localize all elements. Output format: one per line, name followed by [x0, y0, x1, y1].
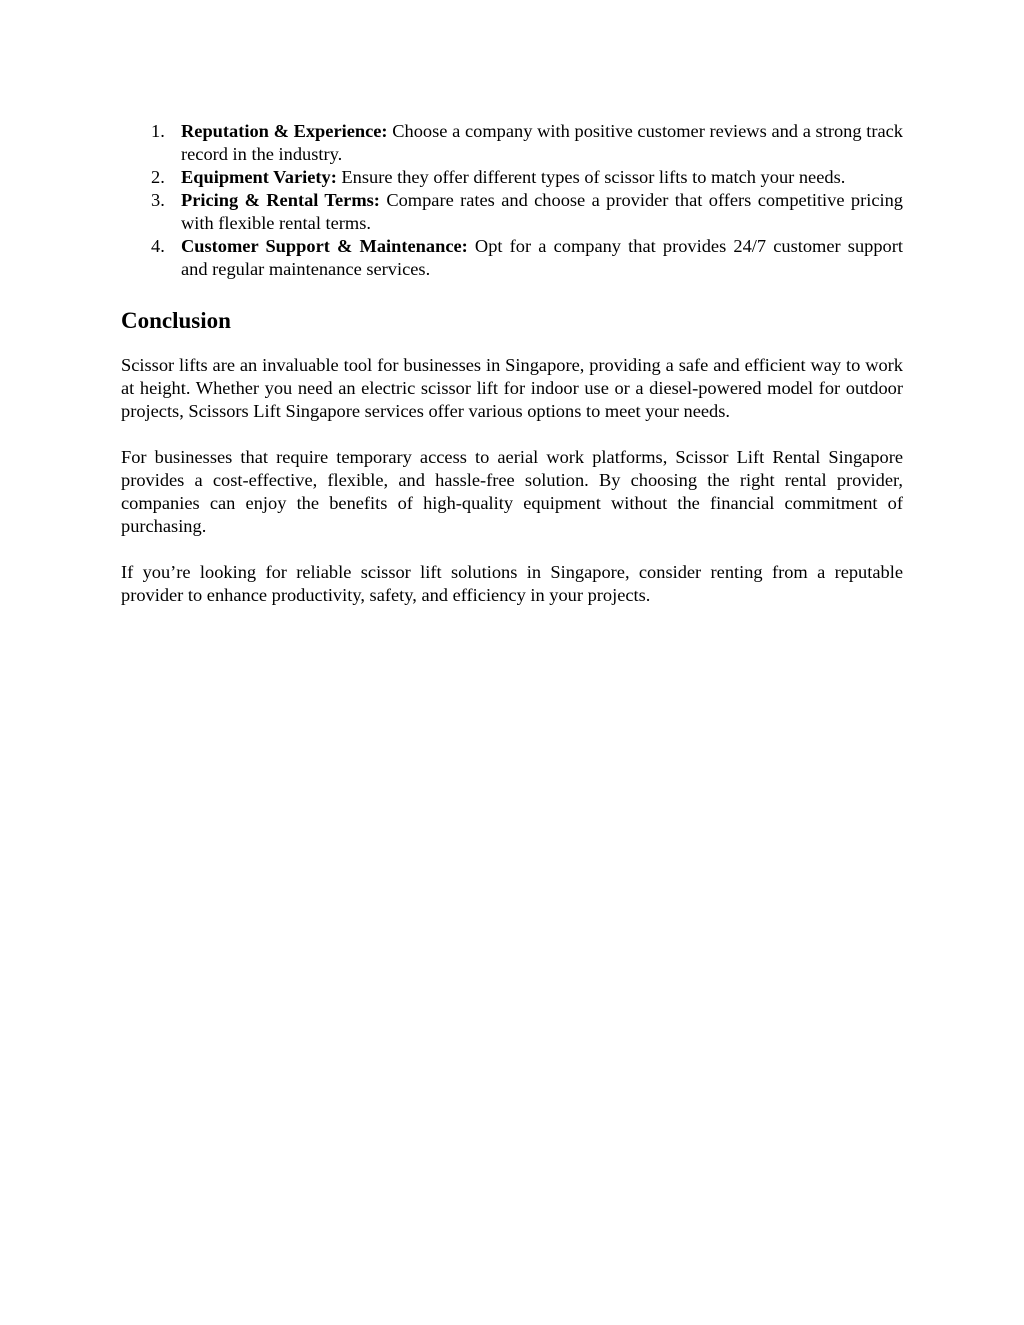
- list-item-term: Customer Support & Maintenance:: [181, 236, 468, 256]
- list-item-text: Choose a company with positive customer reviews and a strong track record in the industry.: [181, 121, 903, 164]
- provider-criteria-list: [121, 120, 903, 281]
- page-content: [121, 120, 903, 607]
- conclusion-paragraph-1: Scissor lifts are an invaluable tool for businesses in Singapore, providing a safe and efficient way to work at height. Whether you need an electric scissor lift for indoor use or a diesel-powered model for outdoor projects, Scissors Lift Singapore services offer various options to meet your needs.: [121, 355, 903, 421]
- list-item: [121, 189, 903, 235]
- list-item-term: Reputation & Experience:: [181, 121, 388, 141]
- list-item-number: 3.: [151, 190, 165, 210]
- list-item-number: 1.: [151, 121, 165, 141]
- conclusion-paragraph-2: For businesses that require temporary access to aerial work platforms, Scissor Lift Rental Singapore provides a cost-effective, flexible, and hassle-free solution. By choosing the right rental provider, companies can enjoy the benefits of high-quality equipment without the financial commitment of purchasing.: [121, 447, 903, 536]
- list-item: [121, 166, 903, 189]
- list-item-text: Opt for a company that provides 24/7 customer support and regular maintenance services.: [181, 236, 903, 279]
- conclusion-paragraph-3: If you’re looking for reliable scissor lift solutions in Singapore, consider renting from a reputable provider to enhance productivity, safety, and efficiency in your projects.: [121, 562, 903, 605]
- list-item: [121, 235, 903, 281]
- list-item-text: Compare rates and choose a provider that offers competitive pricing with flexible rental terms.: [181, 190, 903, 233]
- list-item-term: Equipment Variety:: [181, 167, 337, 187]
- list-item-text: Ensure they offer different types of scissor lifts to match your needs.: [336, 167, 846, 187]
- list-item: [121, 120, 903, 166]
- list-item-number: 2.: [151, 167, 165, 187]
- list-item-term: Pricing & Rental Terms:: [181, 190, 380, 210]
- conclusion-heading: Conclusion: [121, 308, 231, 333]
- list-item-number: 4.: [151, 236, 165, 256]
